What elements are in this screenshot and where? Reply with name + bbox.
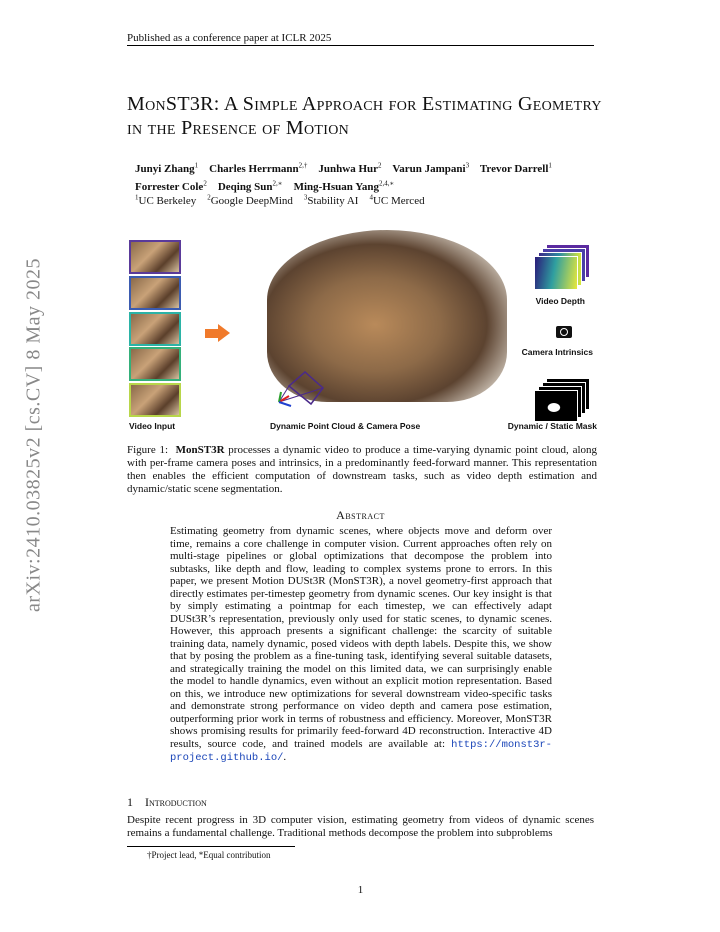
video-depth-label: Video Depth <box>535 296 585 306</box>
author: Charles Herrmann$^{2,\dagger}$ <box>209 161 308 175</box>
video-frame-thumbnail <box>129 383 181 417</box>
conference-header: Published as a conference paper at ICLR 2025 <box>127 32 332 44</box>
affiliation-list <box>135 193 605 207</box>
abstract-heading: Abstract <box>336 508 385 522</box>
mask-label: Dynamic / Static Mask <box>507 421 597 431</box>
affiliation: $^3$Stability AI <box>303 193 359 207</box>
point-cloud-label: Dynamic Point Cloud & Camera Pose <box>270 421 421 431</box>
intro-paragraph: Despite recent progress in 3D computer vision, estimating geometry from videos of dynamic scenes remains a fundamental challenge. Traditional methods decompose the problem into subproblems <box>127 814 594 839</box>
arxiv-stamp-text: arXiv:2410.03825v2 [cs.CV] 8 May 2025 <box>22 257 45 613</box>
video-frame-thumbnail <box>129 240 181 274</box>
header-rule <box>127 45 594 46</box>
project-url-link[interactable]: https://monst3r-project.github.io/ <box>170 738 552 764</box>
footnote: †Project lead, *Equal contribution <box>147 850 271 860</box>
video-frame-thumbnail <box>129 276 181 310</box>
arxiv-stamp <box>22 245 46 625</box>
camera-icon <box>556 326 572 338</box>
affiliation: $^4$UC Merced <box>369 193 425 207</box>
dynamic-mask-stack <box>534 378 589 418</box>
video-frame-thumbnail <box>129 312 181 346</box>
page-number: 1 <box>357 884 364 896</box>
footnote-rule <box>127 846 295 847</box>
affiliation: $^1$UC Berkeley <box>135 193 197 207</box>
author: Forrester Cole$^2$ <box>135 179 207 194</box>
camera-intrinsics-label: Camera Intrinsics <box>521 347 593 357</box>
author: Junyi Zhang$^1$ <box>135 161 199 175</box>
affiliation: $^2$Google DeepMind <box>207 193 293 207</box>
author: Ming-Hsuan Yang$^{2,4,∗}$ <box>293 179 395 194</box>
author: Varun Jampani$^3$ <box>392 161 470 175</box>
teaser-figure <box>127 228 597 433</box>
section-heading: 1 Introduction <box>127 795 207 809</box>
figure-caption: Figure 1: MonST3R processes a dynamic video to produce a time-varying dynamic point cloud, along with per-frame camera poses and intrinsics, in a predominantly feed-forward manner. This representation then enables the efficient computation of downstream tasks, such as video depth estimation and dynamic/static scene segmentation. <box>127 444 598 495</box>
paper-title: MonST3R: A Simple Approach for Estimating Geometry in the Presence of Motion <box>127 93 602 139</box>
author: Trevor Darrell$^1$ <box>479 161 552 175</box>
video-depth-stack <box>534 244 589 286</box>
author-list <box>135 158 605 195</box>
abstract-body: Estimating geometry from dynamic scenes, where objects move and deform over time, remains a core challenge in computer vision. Current approaches often rely on multi-stage pipelines or global optimizations that decompose the problem into subtasks, like depth and flow, leading to complex systems prone to errors. In this paper, we present Motion DUSt3R (MonST3R), a novel geometry-first approach that directly estimates per-timestep geometry from dynamic scenes. Our key insight is that by simply estimating a pointmap for each timestep, we can effectively adapt DUSt3R’s representation, previously only used for static scenes, to dynamic scenes. However, this approach presents a significant challenge: the scarcity of suitable training data, namely dynamic, posed videos with depth labels. Despite this, we show that by posing the problem as a fine-tuning task, identifying several suitable datasets, and strategically training the model on this limited data, we can surprisingly enable the model to handle dynamics, even without an explicit motion representation. Based on this, we introduce new optimizations for several downstream video-specific tasks and demonstrate strong performance on video depth and camera pose estimation, outperforming prior work in terms of robustness and efficiency. Moreover, MonST3R shows promising results for primarily feed-forward 4D reconstruction. Interactive 4D results, source code, and trained models are available at: https://monst3r-project.github.io/. <box>170 525 552 764</box>
author: Deqing Sun$^{2,∗}$ <box>217 179 283 194</box>
author: Junhwa Hur$^2$ <box>318 161 382 175</box>
camera-pose-frustum-icon <box>275 358 355 418</box>
video-input-label: Video Input <box>129 421 176 431</box>
video-frame-thumbnail <box>129 347 181 381</box>
